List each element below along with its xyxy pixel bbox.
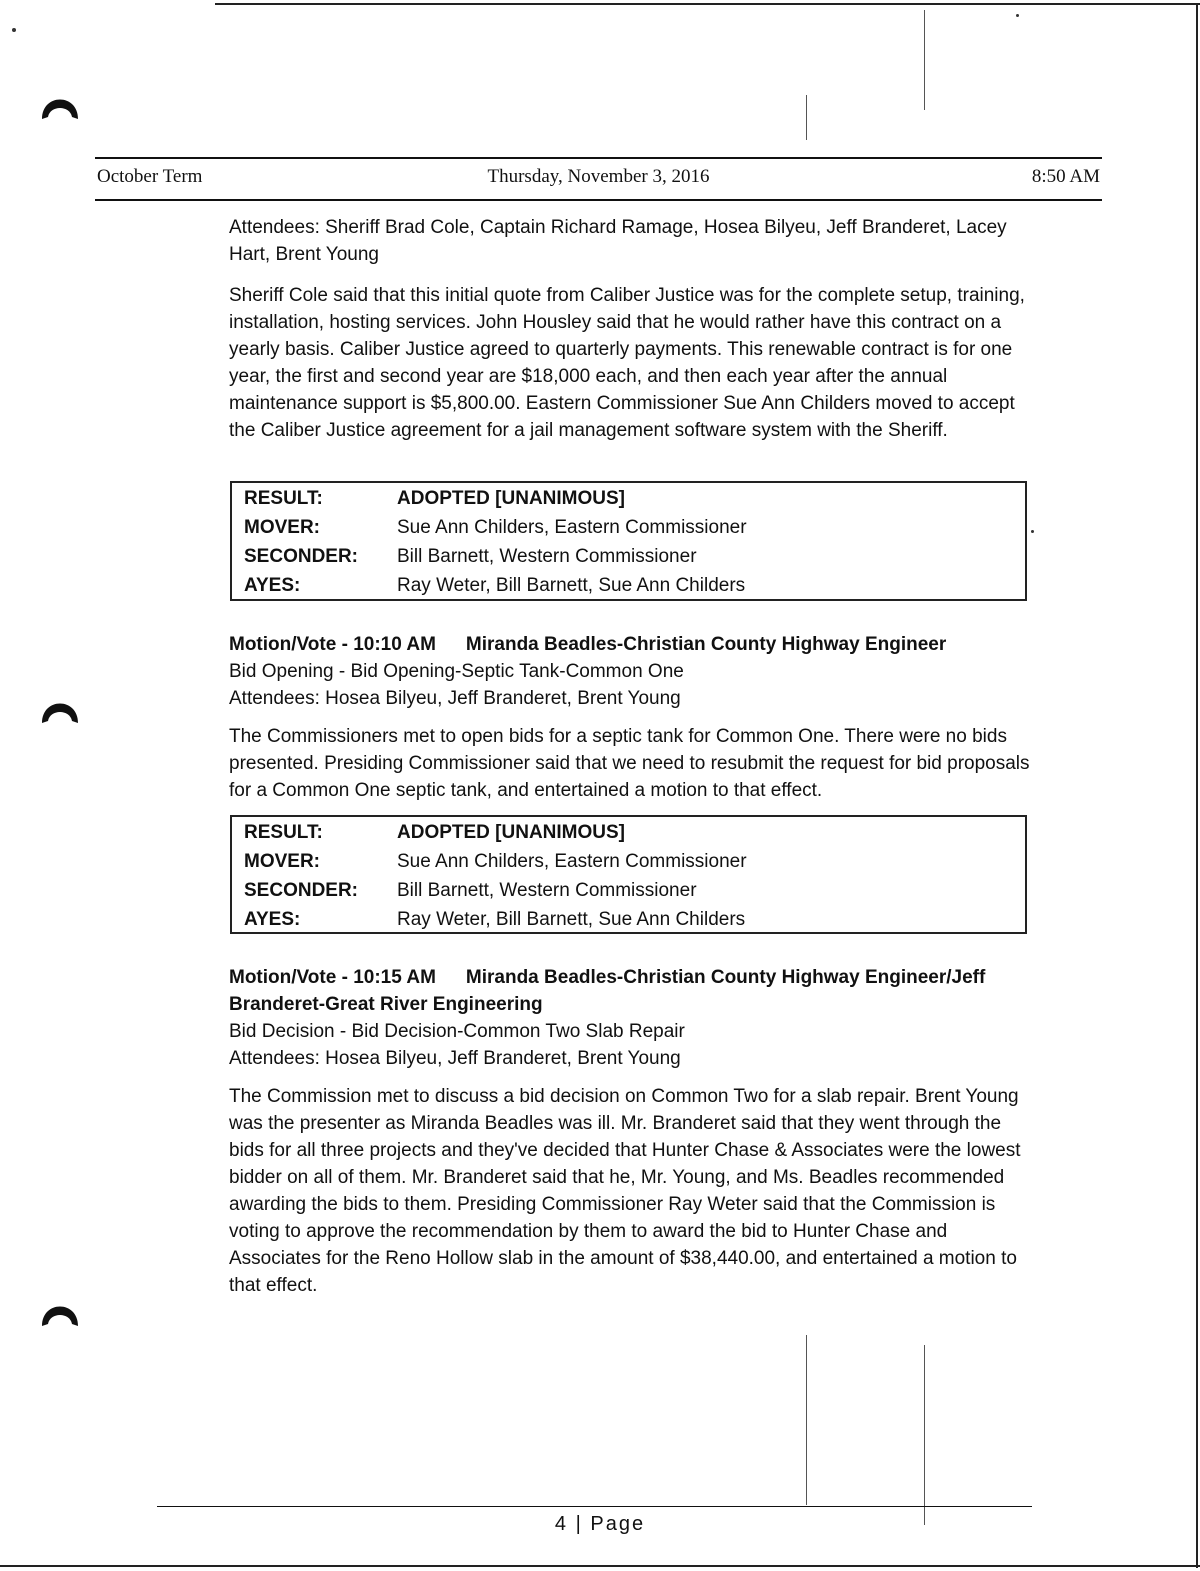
seconder-row (244, 542, 747, 571)
item3-paragraph (229, 1083, 1039, 1299)
seconder-label: SECONDER: (244, 879, 359, 901)
hole-punch-icon (38, 1290, 82, 1334)
attendees-text: Attendees: Hosea Bilyeu, Jeff Branderet, Brent Young (229, 1048, 681, 1069)
ayes-value: Ray Weter, Bill Barnett, Sue Ann Childers (397, 908, 746, 930)
result-row (244, 818, 747, 847)
header-rule-top (95, 157, 1102, 159)
mover-row (244, 847, 747, 876)
page-number: 4 | Page (554, 1513, 646, 1535)
seconder-row (244, 876, 747, 905)
motion-title: Miranda Beadles-Christian County Highway Engineer/Jeff Branderet-Great River Engineering (229, 967, 986, 1015)
ayes-row (244, 905, 747, 934)
header-time: 8:50 AM (1031, 166, 1100, 187)
attendees-text: Attendees: Sheriff Brad Cole, Captain Richard Ramage, Hosea Bilyeu, Jeff Branderet, Lacey Hart, Brent Young (229, 217, 1007, 265)
paragraph-text: The Commissioners met to open bids for a septic tank for Common One. There were no bids presented. Presiding Commissioner said that we need to resubmit the request for bid proposals for a Common One septic tank, and entertained a motion to that effect. (229, 726, 1030, 801)
mover-value: Sue Ann Childers, Eastern Commissioner (397, 850, 747, 872)
motion-label: Motion/Vote - (229, 967, 348, 988)
scan-border-top (215, 3, 1200, 5)
seconder-label: SECONDER: (244, 545, 359, 567)
page-header (97, 166, 1100, 194)
result-box (230, 815, 1027, 934)
motion-heading (229, 631, 1039, 658)
item2-paragraph (229, 723, 1039, 804)
item1-attendees (229, 214, 1039, 268)
result-table (244, 484, 747, 600)
attendees-text: Attendees: Hosea Bilyeu, Jeff Branderet, Brent Young (229, 688, 681, 709)
ayes-label: AYES: (244, 574, 301, 596)
ayes-label: AYES: (244, 908, 301, 930)
scan-margin-line (806, 1335, 807, 1505)
motion-time: 10:10 AM (353, 634, 436, 655)
motion-heading (229, 964, 1039, 1018)
item1-paragraph (229, 282, 1039, 444)
scan-margin-line (924, 10, 925, 110)
motion-sub: Bid Decision - Bid Decision-Common Two Slab Repair (229, 1021, 685, 1042)
scan-speck (12, 28, 16, 32)
motion-title: Miranda Beadles-Christian County Highway Engineer (465, 634, 947, 655)
hole-punch-icon (38, 83, 82, 127)
hole-punch-icon (38, 687, 82, 731)
result-label: RESULT: (244, 487, 323, 509)
scan-border-right (1196, 3, 1198, 1568)
header-term: October Term (97, 166, 203, 187)
scan-speck (1016, 14, 1019, 17)
result-label: RESULT: (244, 821, 323, 843)
mover-label: MOVER: (244, 850, 320, 872)
motion-time: 10:15 AM (353, 967, 436, 988)
motion-label: Motion/Vote - (229, 634, 348, 655)
result-table (244, 818, 747, 934)
result-row (244, 484, 747, 513)
ayes-value: Ray Weter, Bill Barnett, Sue Ann Childers (397, 574, 746, 596)
scan-speck (1031, 530, 1034, 533)
mover-row (244, 513, 747, 542)
item2-heading (229, 631, 1039, 712)
ayes-row (244, 571, 747, 600)
result-box (230, 481, 1027, 601)
seconder-value: Bill Barnett, Western Commissioner (397, 545, 697, 567)
result-value: ADOPTED [UNANIMOUS] (397, 821, 625, 843)
paragraph-text: Sheriff Cole said that this initial quote from Caliber Justice was for the complete setup, training, installation, hosting services. John Housley said that he would rather have this contract on a yearly basis. Caliber Justice agreed to quarterly payments. This renewable contract is for one year, the first and second year are $18,000 each, and then each year after the annual maintenance support is $5,800.00. Eastern Commissioner Sue Ann Childers moved to accept the Caliber Justice agreement for a jail management software system with the Sheriff. (229, 285, 1025, 441)
header-rule-bottom (95, 199, 1102, 201)
footer-rule (157, 1506, 1032, 1507)
seconder-value: Bill Barnett, Western Commissioner (397, 879, 697, 901)
paragraph-text: The Commission met to discuss a bid decision on Common Two for a slab repair. Brent Young was the presenter as Miranda Beadles was ill. Mr. Branderet said that they went through the bids for all three projects and they've decided that Hunter Chase & Associates were the lowest bidder on all of them. Mr. Branderet said that he, Mr. Young, and Ms. Beadles recommended awarding the bids to them. Presiding Commissioner Ray Weter said that the Commission is voting to approve the recommendation by them to award the bid to Hunter Chase and Associates for the Reno Hollow slab in the amount of $38,440.00, and entertained a motion to that effect. (229, 1086, 1021, 1296)
scan-margin-line (924, 1345, 925, 1525)
scan-border-bottom (0, 1565, 1200, 1567)
result-value: ADOPTED [UNANIMOUS] (397, 487, 625, 509)
scan-margin-line (806, 95, 807, 140)
item3-heading (229, 964, 1039, 1072)
mover-label: MOVER: (244, 516, 320, 538)
header-date: Thursday, November 3, 2016 (487, 166, 710, 187)
motion-sub: Bid Opening - Bid Opening-Septic Tank-Common One (229, 661, 684, 682)
mover-value: Sue Ann Childers, Eastern Commissioner (397, 516, 747, 538)
